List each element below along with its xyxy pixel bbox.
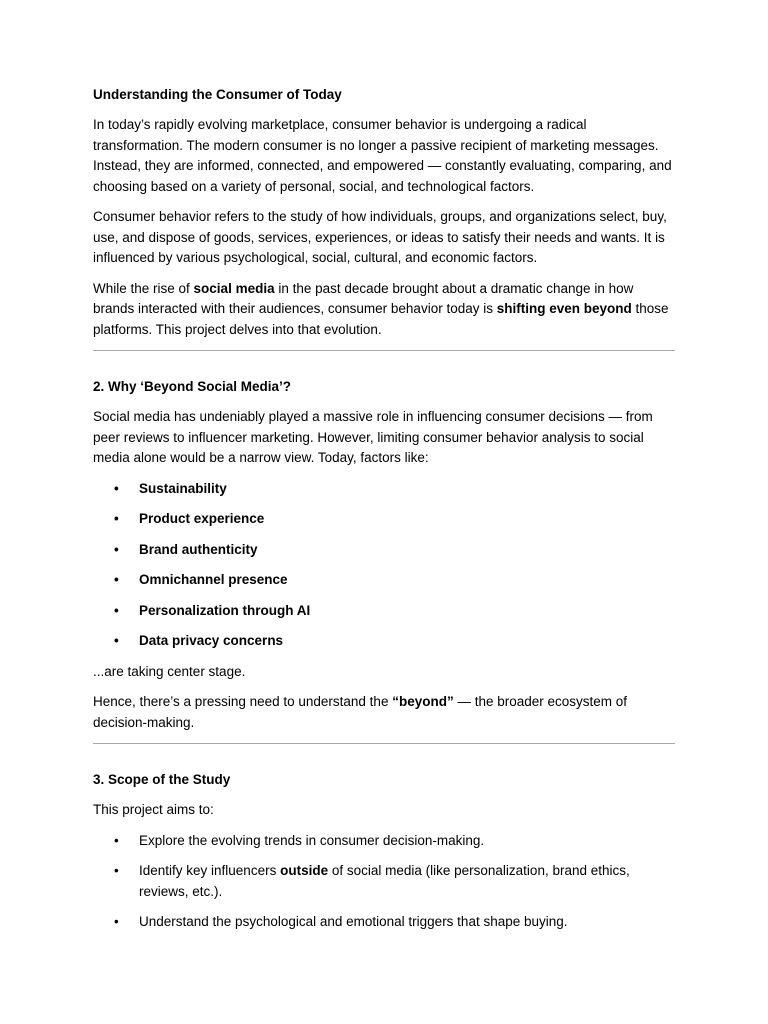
section-heading-understanding: Understanding the Consumer of Today <box>93 87 342 102</box>
bold-social-media: social media <box>193 280 275 296</box>
bold-outside: outside <box>280 863 329 878</box>
list-item-factor: • Brand authenticity <box>93 540 675 561</box>
list-item-factor: • Product experience <box>93 509 675 530</box>
text-run: Identify key influencers <box>139 863 281 878</box>
list-item-aim <box>93 861 675 902</box>
list-item-factor: • Omnichannel presence <box>93 570 675 591</box>
list-item-factor: • Sustainability <box>93 479 675 500</box>
text-run: While the rise of <box>93 280 194 296</box>
paragraph-social-media-shift <box>93 279 675 341</box>
section-divider <box>93 350 675 351</box>
paragraph-scope-intro: This project aims to: <box>93 802 214 817</box>
bold-shifting-beyond: shifting even beyond <box>496 301 632 316</box>
list-item-factor: • Personalization through AI <box>93 601 675 622</box>
list-item-factor: • Data privacy concerns <box>93 631 675 652</box>
paragraph-center-stage: ...are taking center stage. <box>93 663 246 679</box>
paragraph-intro: In today’s rapidly evolving marketplace, consumer behavior is undergoing a radical transformation. The modern consumer is no longer a passive recipient of marketing messages. Instead, they are informed, connected, and empowered — constantly evaluating, comparing, and choosing based on a variety of personal, social, and technological factors. <box>93 117 672 194</box>
aims-list <box>93 831 675 933</box>
text-run: of social media (like personalization, brand ethics, reviews, etc.). <box>139 863 630 899</box>
section-divider <box>93 743 675 744</box>
paragraph-definition: Consumer behavior refers to the study of how individuals, groups, and organizations select, buy, use, and dispose of goods, services, experiences, or ideas to satisfy their needs and wants. It is influenced by various psychological, social, cultural, and economic factors. <box>93 209 667 265</box>
text-run: in the past decade brought about a dramatic change in how brands interacted with their audiences, consumer behavior today is <box>93 280 634 316</box>
text-run: — the broader ecosystem of decision-making. <box>93 694 628 730</box>
bold-beyond: “beyond” <box>392 694 454 709</box>
text-run: Hence, there’s a pressing need to understand the <box>93 694 393 709</box>
paragraph-why-intro: Social media has undeniably played a massive role in influencing consumer decisions — from peer reviews to influencer marketing. However, limiting consumer behavior analysis to social media alone would be a narrow view. Today, factors like: <box>93 409 653 465</box>
section-heading-why-beyond: 2. Why ‘Beyond Social Media’? <box>93 379 292 394</box>
list-item-aim: • Explore the evolving trends in consumer decision-making. <box>93 831 675 852</box>
text-run: those platforms. This project delves into that evolution. <box>93 301 669 337</box>
section-heading-scope: 3. Scope of the Study <box>93 772 231 787</box>
factors-list <box>93 479 675 652</box>
document-content <box>93 85 675 943</box>
paragraph-beyond-need <box>93 692 675 733</box>
list-item-aim: • Understand the psychological and emotional triggers that shape buying. <box>93 912 675 933</box>
